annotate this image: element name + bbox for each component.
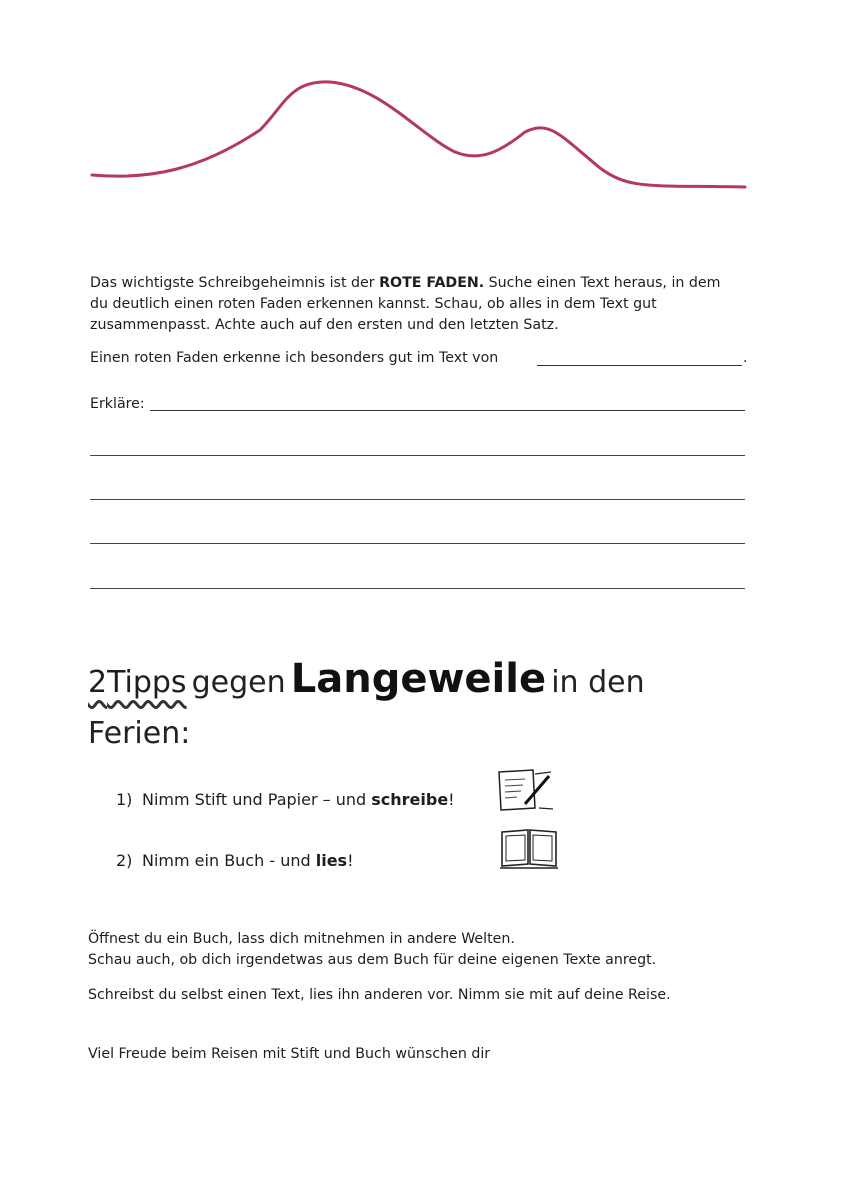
writing-line[interactable] xyxy=(90,588,745,589)
writing-line[interactable] xyxy=(90,499,745,500)
intro-line-3: zusammenpasst. Achte auch auf den ersten und den letzten Satz. xyxy=(90,317,559,333)
intro-line-2: du deutlich einen roten Faden erkennen kannst. Schau, ob alles in dem Text gut xyxy=(90,296,657,312)
intro-paragraph xyxy=(90,273,760,336)
heading-gegen: gegen xyxy=(191,665,286,700)
prompt-end: . xyxy=(743,350,748,366)
intro-text-cont: Suche einen Text heraus, in dem xyxy=(484,275,721,291)
heading-tipps: Tipps xyxy=(107,665,187,700)
tip-item xyxy=(116,851,353,870)
closing-line: Viel Freude beim Reisen mit Stift und Buch wünschen dir xyxy=(88,1046,491,1062)
open-book-icon xyxy=(498,826,560,870)
tip-item xyxy=(116,790,455,809)
tip-end: ! xyxy=(448,790,455,809)
explain-answer-line[interactable] xyxy=(150,410,745,411)
tip-end: ! xyxy=(347,851,354,870)
closing-line: Öffnest du ein Buch, lass dich mitnehmen in andere Welten. xyxy=(88,931,515,947)
closing-line: Schau auch, ob dich irgendetwas aus dem Buch für deine eigenen Texte anregt. xyxy=(88,952,657,968)
explain-label: Erkläre: xyxy=(90,396,145,412)
heading-langeweile: Langeweile xyxy=(290,656,547,702)
red-thread-illustration xyxy=(0,0,850,220)
intro-text: Das wichtigste Schreibgeheimnis ist der xyxy=(90,275,380,291)
tip-number: 2) xyxy=(116,851,133,870)
writing-paper-icon xyxy=(495,768,555,812)
tips-heading xyxy=(88,656,645,702)
writing-line[interactable] xyxy=(90,543,745,544)
tip-text: Nimm Stift und Papier – und xyxy=(142,790,372,809)
tip-number: 1) xyxy=(116,790,133,809)
tip-text: Nimm ein Buch - und xyxy=(142,851,316,870)
heading-number: 2 xyxy=(88,665,108,700)
heading-in-den: in den xyxy=(551,665,645,700)
heading-ferien: Ferien: xyxy=(88,716,191,751)
tip-bold: lies xyxy=(315,851,348,870)
writing-line[interactable] xyxy=(90,455,745,456)
closing-line: Schreibst du selbst einen Text, lies ihn anderen vor. Nimm sie mit auf deine Reise. xyxy=(88,987,671,1003)
tip-bold: schreibe xyxy=(371,790,449,809)
prompt-text: Einen roten Faden erkenne ich besonders gut im Text von xyxy=(90,350,499,366)
intro-bold-rote-faden: ROTE FADEN. xyxy=(379,275,485,291)
prompt-answer-line[interactable] xyxy=(537,365,742,366)
